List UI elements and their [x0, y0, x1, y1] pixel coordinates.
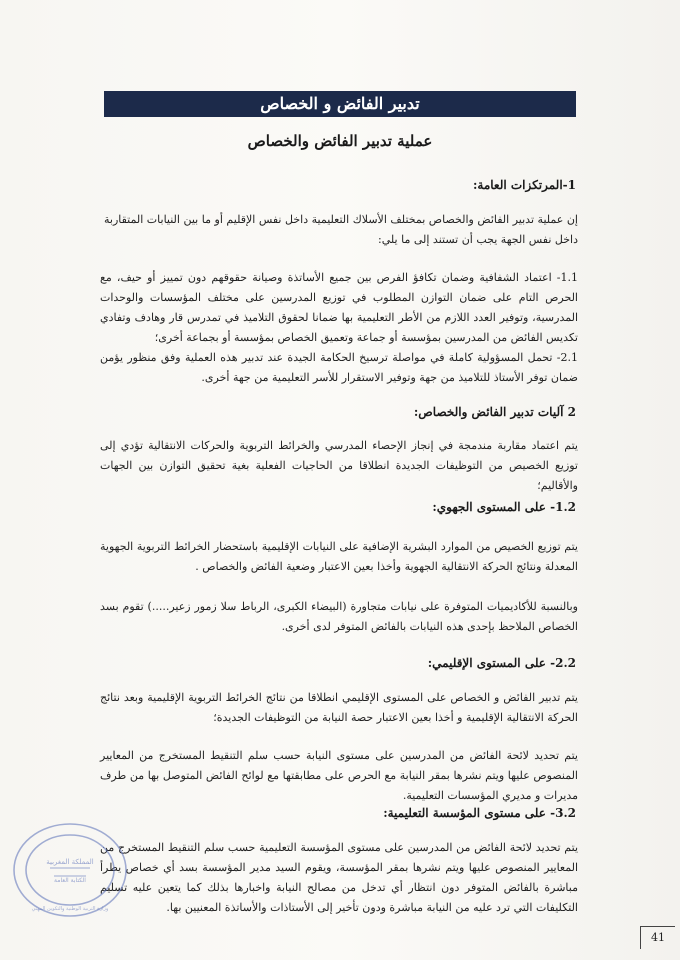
section-1-heading: 1-المرتكزات العامة: — [472, 178, 576, 192]
section-2-1-paragraph-2: وبالنسبة للأكاديميات المتوفرة على نيابات متجاورة (البيضاء الكبرى، الرباط سلا زمور زعير.....) تقوم بسد الخصاص الملاحظ بإحدى هذه النيابات بالفائض المتوفر لدى أخرى. — [100, 600, 578, 633]
section-1-paragraph-2: 2.1- تحمل المسؤولية كاملة في مواصلة ترسيخ الحكامة الجيدة عند تدبير هذه العملية وفق منظور يؤمن ضمان توفر الأستاذ للتلاميذ من جهة وتوفير الاستقرار للأسر التعليمية من جهة أخرى. — [100, 351, 578, 384]
section-1-paragraph-1: 1.1- اعتماد الشفافية وضمان تكافؤ الفرص بين جميع الأساتذة وصيانة حقوقهم دون تمييز أو حيف، مع الحرص التام على ضمان التوازن المطلوب في توزيع المدرسين على مختلف المؤسسات والوحدات المدرسية، وتوفير العدد اللازم من الأطر التعليمية بها ضمانا لحقوق التلاميذ في تمدرس قار وهادف وتفادي تكديس الفائض من المدرسين بمؤسسة أو جماعة وتعميق الخصاص بمؤسسة أو بجماعة أخرى؛ — [100, 271, 578, 344]
section-2-1-heading: 1.2- على المستوى الجهوي: — [432, 500, 576, 514]
section-1-intro: إن عملية تدبير الفائض والخصاص بمختلف الأسلاك التعليمية داخل نفس الإقليم أو ما بين النيابات المتقاربة داخل نفس الجهة يجب أن تستند إلى ما يلي: — [104, 213, 578, 246]
section-2-3-heading: 3.2- على مستوى المؤسسة التعليمية: — [383, 806, 576, 820]
section-2-2-paragraph-1: يتم تدبير الفائض و الخصاص على المستوى الإقليمي انطلاقا من نتائج الخرائط التربوية الإقليمية وبعد نتائج الحركة الانتقالية الإقليمية و أخذا بعين الاعتبار حصة النيابة من التوظيفات الجديدة؛ — [100, 691, 578, 724]
section-2-1-paragraph-1: يتم توزيع الخصيص من الموارد البشرية الإضافية على النيابات الإقليمية باستحضار الخرائط التربوية الجهوية المعدلة ونتائج الحركة الانتقالية الجهوية وأخذا بعين الاعتبار وضعية الفائض والخصاص . — [100, 540, 578, 573]
official-stamp — [10, 820, 130, 920]
stamp-line-2: وزارة التربية الوطنية والتكوين المهني — [31, 906, 109, 912]
section-2-2-paragraph-2: يتم تحديد لائحة الفائض من المدرسين على مستوى النيابة حسب سلم التنقيط المستخرج من المعايير المنصوص عليها ويتم نشرها بمقر النيابة مع الحرص على مطابقتها مع لوائح الفائض المتوصل بها من طرف مديرات و مديري المؤسسات التعليمية. — [100, 749, 578, 802]
stamp-line-3: الكتابة العامة — [54, 877, 86, 884]
section-subtitle: عملية تدبير الفائض والخصاص — [247, 132, 433, 150]
section-2-intro: يتم اعتماد مقاربة مندمجة في إنجاز الإحصاء المدرسي والخرائط التربوية والحركات الانتقالية تؤدي إلى توزيع الخصيص من التوظيفات الجديدة انطلاقا من الحاجيات الفعلية بغية تحقيق التوازن بين الجهات والأقاليم؛ — [100, 439, 578, 492]
stamp-line-1: المملكة المغربية — [46, 858, 94, 866]
page-number: 41 — [640, 926, 675, 949]
page-banner-title: تدبير الفائض و الخصاص — [104, 91, 576, 117]
section-2-3-paragraph-1: يتم تحديد لائحة الفائض من المدرسين على مستوى المؤسسة التعليمية حسب سلم التنقيط المستخرج من المعايير المنصوص عليها ويتم نشرها بمقر المؤسسة، ويقوم السيد مدير المؤسسة بسد أي خصاص يطرأ مباشرة بالفائض المتوفر دون انتظار أي تدخل من مصالح النيابة واخبارها بذلك كما يتعين عليه تسليم التكليفات التي ترد عليه من النيابة مباشرة ودون تأخير إلى الأستاذات والأساتذة المعنيين بها. — [100, 841, 578, 914]
section-2-heading: 2 آليات تدبير الفائض والخصاص: — [413, 405, 576, 419]
section-2-2-heading: 2.2- على المستوى الإقليمي: — [427, 656, 576, 670]
